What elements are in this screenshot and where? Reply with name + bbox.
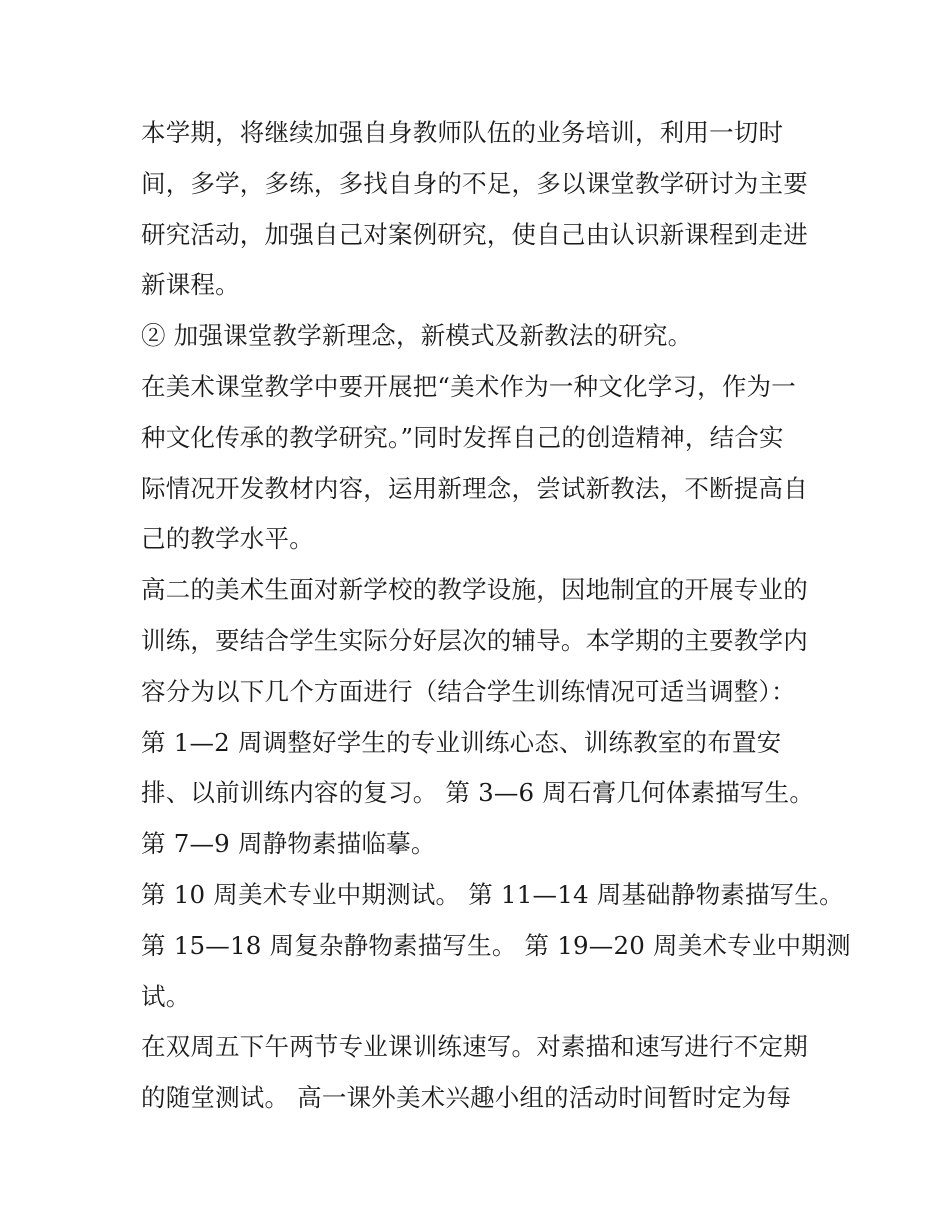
text-line: 第 1—2 周调整好学生的专业训练心态、训练教室的布置安 xyxy=(141,727,782,757)
text-line: 高二的美术生面对新学校的教学设施，因地制宜的开展专业的 xyxy=(141,575,808,605)
text-line: 际情况开发教材内容，运用新理念，尝试新教法，不断提高自 xyxy=(141,473,808,503)
text-line: 试。 xyxy=(141,981,191,1011)
text-line: 在美术课堂教学中要开展把“美术作为一种文化学习，作为一 xyxy=(141,371,796,401)
text-line: 在双周五下午两节专业课训练速写。对素描和速写进行不定期 xyxy=(141,1032,808,1062)
document-body xyxy=(141,108,851,1124)
text-line: 研究活动，加强自己对案例研究，使自己由认识新课程到走进 xyxy=(141,219,808,249)
text-line: 第 10 周美术专业中期测试。 第 11—14 周基础静物素描写生。 xyxy=(141,879,844,909)
text-line: 本学期，将继续加强自身教师队伍的业务培训，利用一切时 xyxy=(141,118,784,147)
text-line: 的随堂测试。 高一课外美术兴趣小组的活动时间暂时定为每 xyxy=(141,1083,792,1113)
text-line: 容分为以下几个方面进行（结合学生训练情况可适当调整）： xyxy=(141,676,796,706)
text-line: ② 加强课堂教学新理念，新模式及新教法的研究。 xyxy=(141,321,693,351)
text-line: 排、以前训练内容的复习。 第 3—6 周石膏几何体素描写生。 xyxy=(141,778,815,808)
text-line: 己的教学水平。 xyxy=(141,524,314,554)
text-line: 新课程。 xyxy=(141,270,240,300)
text-line: 第 7—9 周静物素描临摹。 xyxy=(141,829,436,859)
text-line: 第 15—18 周复杂静物素描写生。 第 19—20 周美术专业中期测 xyxy=(141,930,851,960)
text-line: 种文化传承的教学研究。”同时发挥自己的创造精神，结合实 xyxy=(141,422,784,452)
text-line: 训练，要结合学生实际分好层次的辅导。本学期的主要教学内 xyxy=(141,625,808,655)
text-line: 间，多学，多练，多找自身的不足，多以课堂教学研讨为主要 xyxy=(141,168,808,198)
